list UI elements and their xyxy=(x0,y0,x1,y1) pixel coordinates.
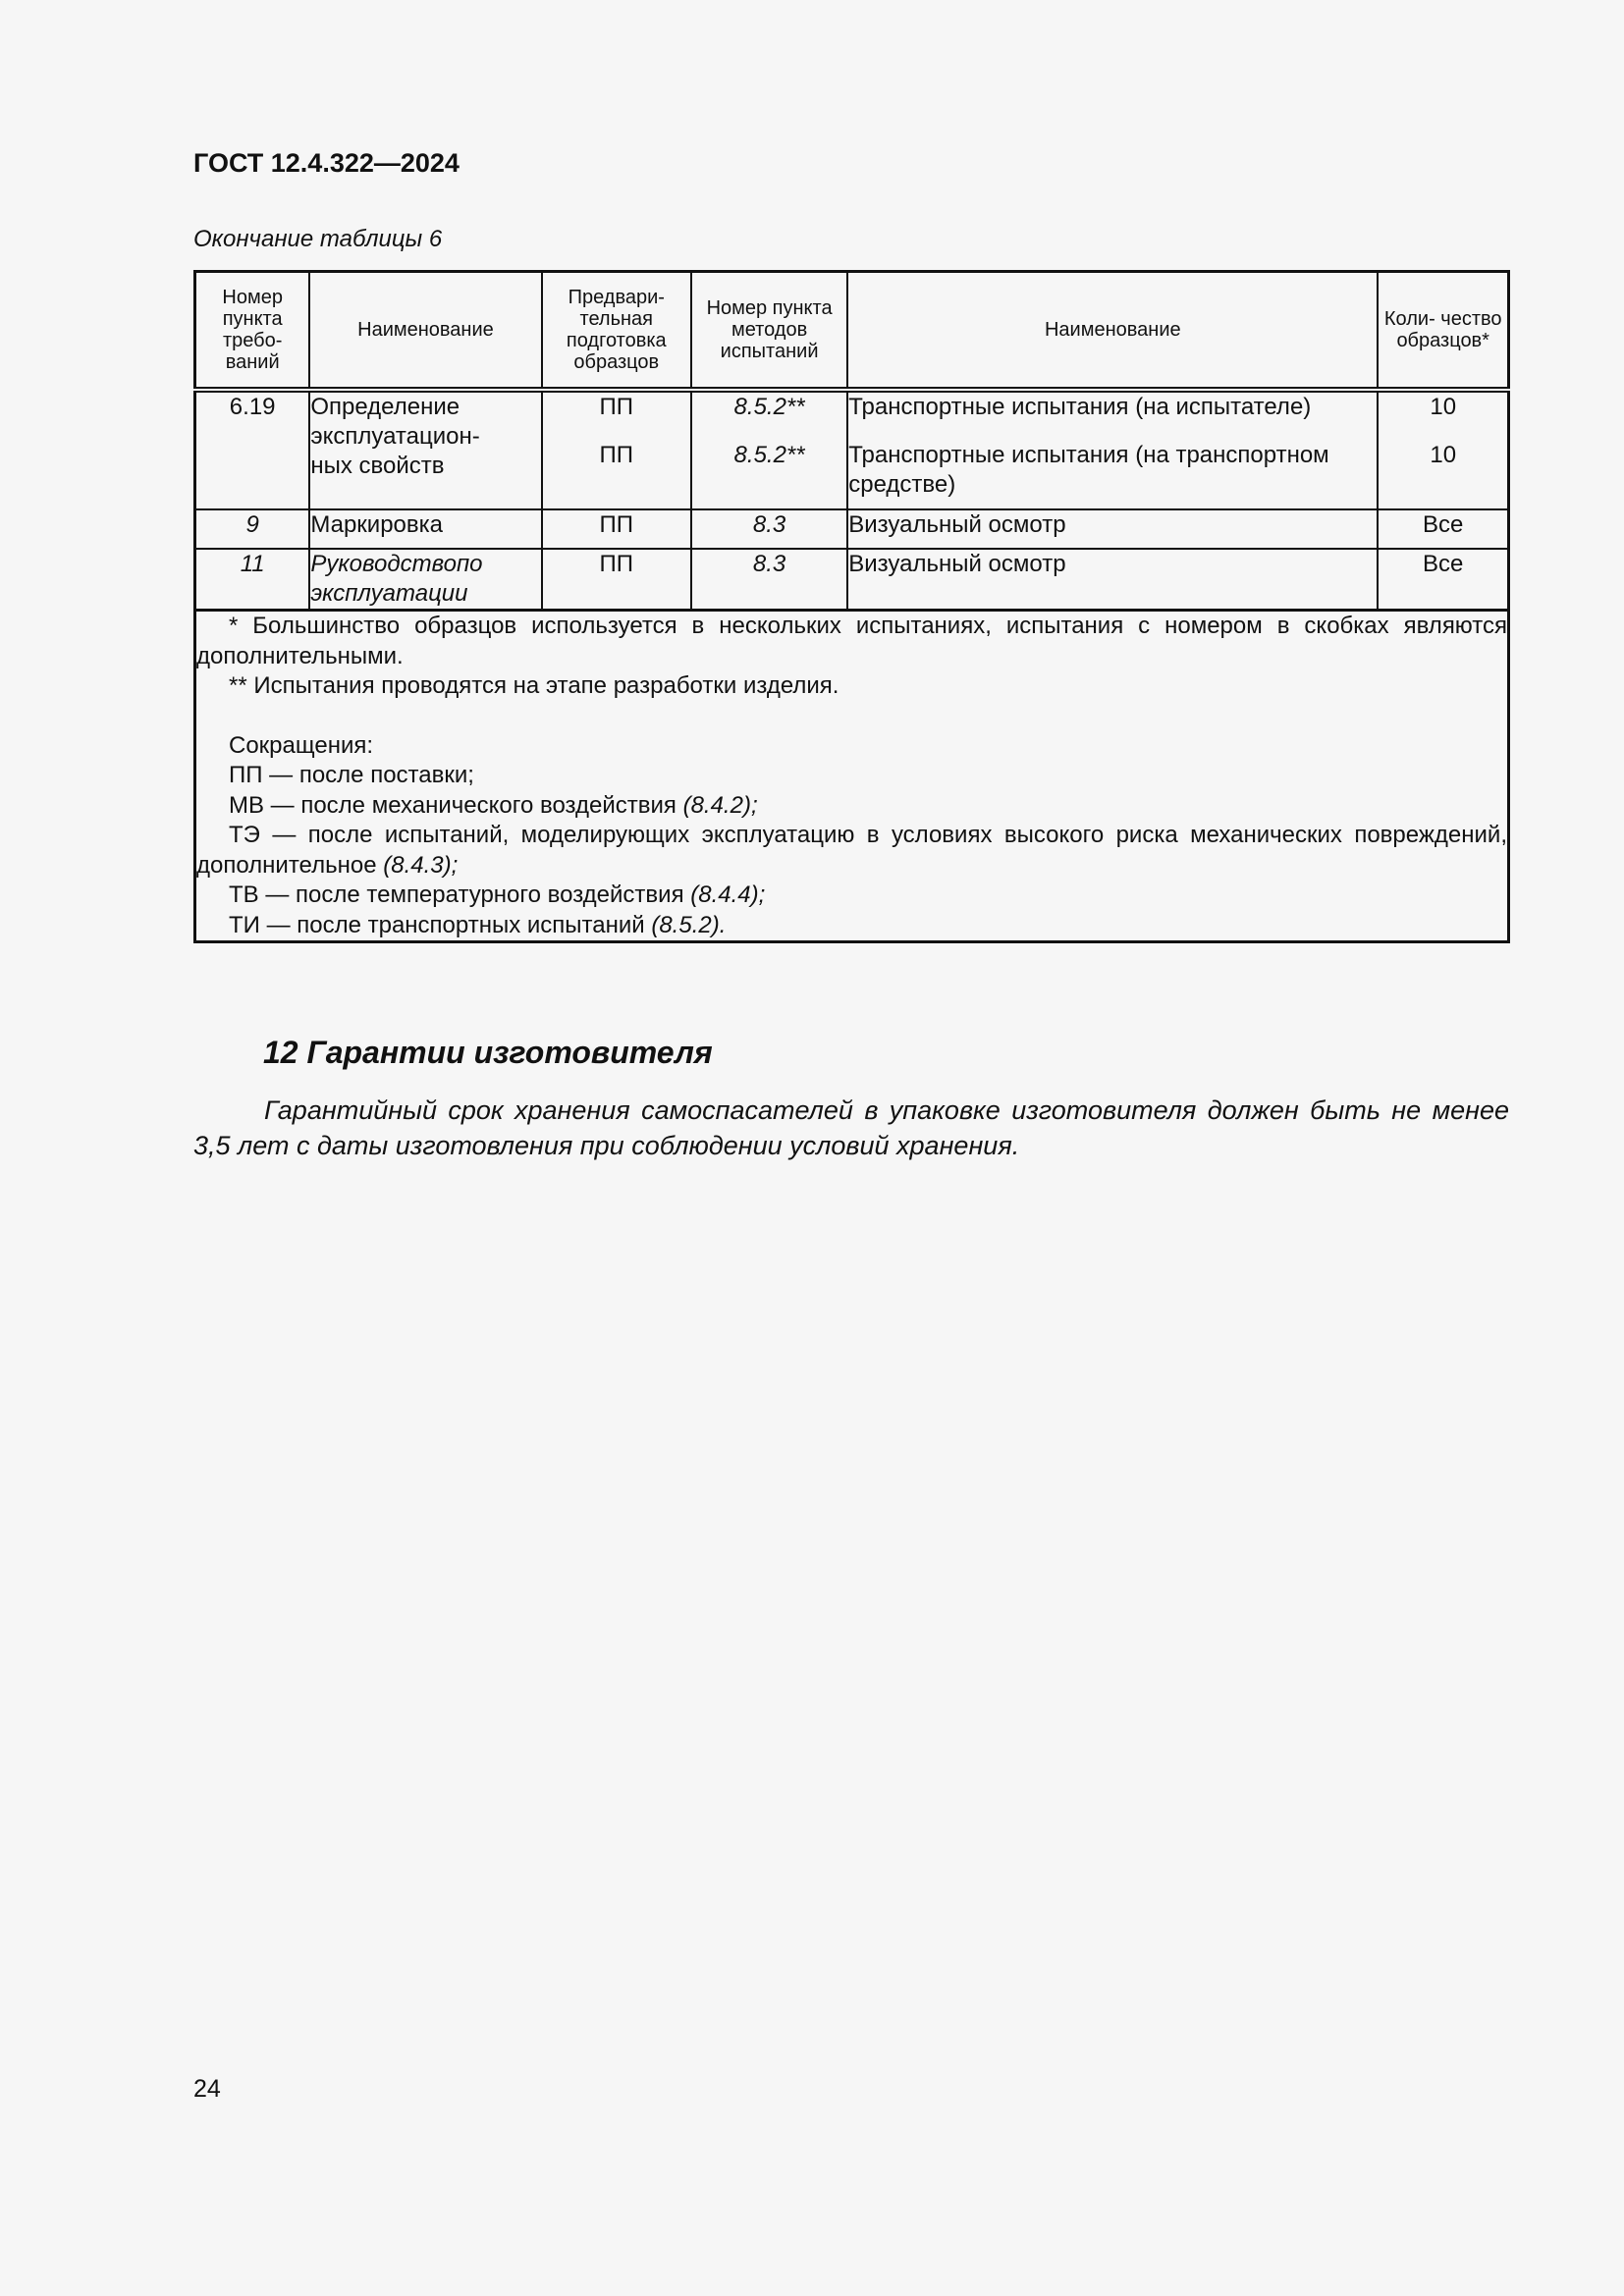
header-prep: Предвари- тельная подготовка образцов xyxy=(542,272,691,391)
cell-name: Маркировка xyxy=(309,509,541,549)
table-caption: Окончание таблицы 6 xyxy=(193,226,443,252)
note-asterisk: * Большинство образцов используется в нескольких испытаниях, испытания с номером в скобках являются дополнительными. xyxy=(196,613,1507,669)
abbr-pp: ПП — после поставки; xyxy=(229,762,474,788)
header-qty: Коли- чество образцов* xyxy=(1378,272,1508,391)
cell-req-no: 11 xyxy=(195,549,310,611)
abbreviations-title: Сокращения: xyxy=(229,731,374,759)
header-test-name: Наименование xyxy=(847,272,1378,391)
table-row xyxy=(195,549,1509,611)
note-double-asterisk: ** Испытания проводятся на этапе разработки изделия. xyxy=(229,672,839,699)
cell-name: Определение эксплуатацион- ных свойств xyxy=(309,390,541,509)
table-notes xyxy=(195,611,1509,942)
cell-test: Визуальный осмотр xyxy=(847,509,1378,549)
cell-prep: ПП ПП xyxy=(542,390,691,509)
cell-qty: Все xyxy=(1378,509,1508,549)
cell-prep: ПП xyxy=(542,509,691,549)
cell-test: Транспортные испытания (на испытателе) Транспортные испытания (на транспортном средстве) xyxy=(847,390,1378,509)
cell-qty: 10 10 xyxy=(1378,390,1508,509)
table-row xyxy=(195,390,1509,509)
section-paragraph: Гарантийный срок хранения самоспасателей в упаковке изготовителя должен быть не менее 3,5 лет с даты изготовления при соблюдении условий хранения. xyxy=(193,1095,1509,1160)
header-method-no: Номер пункта методов испытаний xyxy=(691,272,847,391)
cell-qty: Все xyxy=(1378,549,1508,611)
section-title: 12 Гарантии изготовителя xyxy=(263,1035,713,1070)
cell-req-no: 9 xyxy=(195,509,310,549)
table-row xyxy=(195,509,1509,549)
abbr-ti: ТИ — после транспортных испытаний (8.5.2). xyxy=(229,911,727,938)
cell-method: 8.5.2** 8.5.2** xyxy=(691,390,847,509)
abbr-mv: МВ — после механического воздействия (8.4.2); xyxy=(229,791,758,819)
header-name: Наименование xyxy=(309,272,541,391)
cell-req-no: 6.19 xyxy=(195,390,310,509)
header-req-no: Номер пункта требо- ваний xyxy=(195,272,310,391)
abbr-te: ТЭ — после испытаний, моделирующих эксплуатацию в условиях высокого риска механических повреждений, дополнительное (8.4.3); xyxy=(196,822,1507,879)
abbr-tv: ТВ — после температурного воздействия (8.4.4); xyxy=(229,881,766,908)
cell-test: Визуальный осмотр xyxy=(847,549,1378,611)
document-id: ГОСТ 12.4.322—2024 xyxy=(193,148,460,178)
cell-prep: ПП xyxy=(542,549,691,611)
cell-name: Руководствопо эксплуатации xyxy=(309,549,541,611)
cell-method: 8.3 xyxy=(691,549,847,611)
table-6 xyxy=(193,270,1510,943)
page-number: 24 xyxy=(193,2075,221,2103)
table-notes-row xyxy=(195,611,1509,942)
table-header-row xyxy=(195,272,1509,391)
cell-method: 8.3 xyxy=(691,509,847,549)
